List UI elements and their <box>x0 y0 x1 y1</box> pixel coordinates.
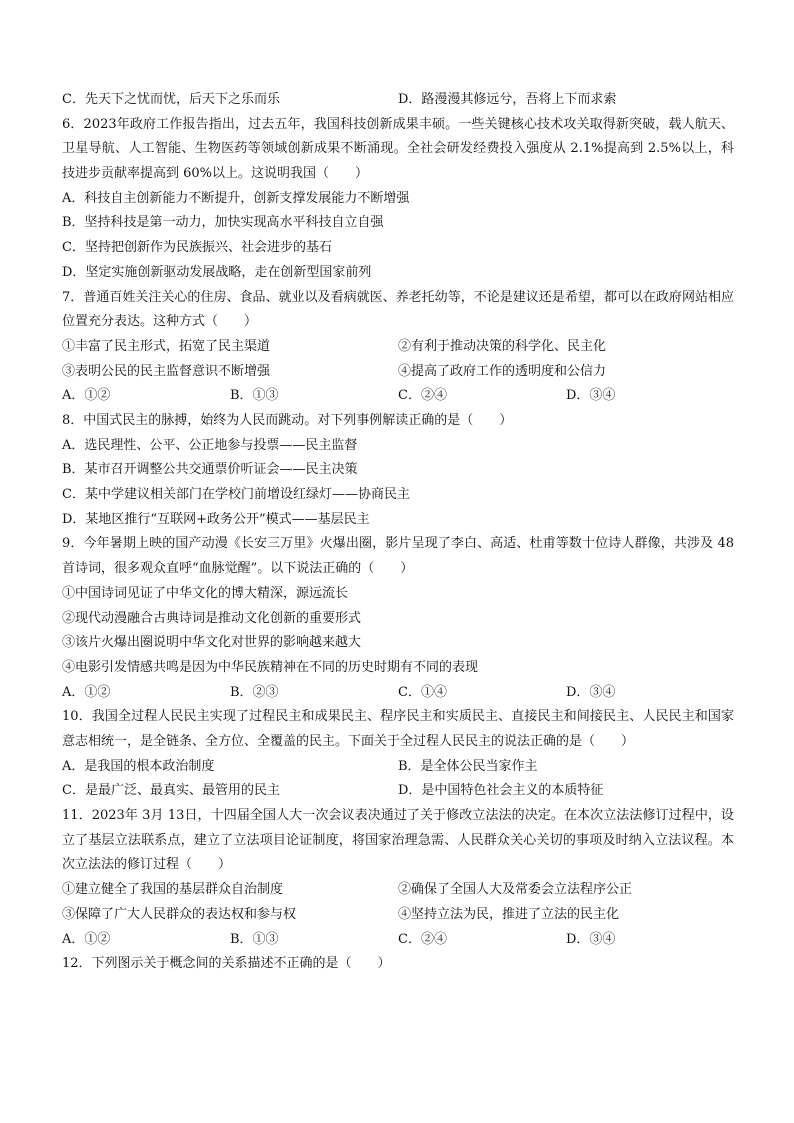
q7-statements-row2 <box>62 360 734 385</box>
q11-statements-row2 <box>62 903 734 928</box>
q11-choice-a: A．①② <box>62 931 111 947</box>
q9-statement-1: ①中国诗词见证了中华文化的博大精深，源远流长 <box>62 585 349 601</box>
q7-choice-d: D．③④ <box>566 388 616 404</box>
q10-option-d: D．是中国特色社会主义的本质特征 <box>398 783 604 799</box>
q7-choice-a: A．①② <box>62 388 111 404</box>
q7-choice-c: C．②④ <box>398 388 447 404</box>
option-d: D．路漫漫其修远兮，吾将上下而求索 <box>398 92 617 107</box>
q11-choices <box>62 928 734 953</box>
q10-option-a: A．是我国的根本政治制度 <box>62 758 215 774</box>
q5-options-cd <box>62 88 734 113</box>
q11-statement-4: ④坚持立法为民，推进了立法的民主化 <box>398 906 620 922</box>
q6-option-d: D．坚定实施创新驱动发展战略，走在创新型国家前列 <box>62 264 372 280</box>
q10-options-row2 <box>62 779 734 804</box>
q8-stem: 8．中国式民主的脉搏，始终为人民而跳动。对下列事例解读正确的是（ ） <box>62 413 513 429</box>
q11-statement-1: ①建立健全了我国的基层群众自治制度 <box>62 882 284 898</box>
q10-option-b: B．是全体公民当家作主 <box>398 758 538 774</box>
q7-statement-3: ③表明公民的民主监督意识不断增强 <box>62 363 271 379</box>
q11-stem: 11．2023年 3月 13日，十四届全国人大一次会议表决通过了关于修改立法法的决定。在本次立法法修订过程中，设立了基层立法联系点，建立了立法项目论证制度，将国家治理急需、人民群众关心关切的事项及时纳入立法议程。本次立法法的修订过程（ ） <box>62 808 734 873</box>
q7-choice-b: B．①③ <box>230 388 279 404</box>
q6-option-c: C．坚持把创新作为民族振兴、社会进步的基石 <box>62 240 332 256</box>
q6-stem: 6．2023年政府工作报告指出，过去五年，我国科技创新成果丰硕。一些关键核心技术攻关取得新突破，载人航天、卫星导航、人工智能、生物医药等领域创新成果不断涌现。全社会研发经费投入强度从 2.1%提高到 2.5%以上，科技进步贡献率提高到 60%以上。这说明我国（ ） <box>62 116 734 182</box>
q7-statements-row1 <box>62 335 734 360</box>
q7-choices <box>62 384 734 409</box>
q9-choice-a: A．①② <box>62 684 111 700</box>
q10-option-c: C．是最广泛、最真实、最管用的民主 <box>62 783 280 799</box>
q9-stem: 9．今年暑期上映的国产动漫《长安三万里》火爆出圈，影片呈现了李白、高适、杜甫等数十位诗人群像，共涉及 48首诗词，很多观众直呼“血脉觉醒”。以下说法正确的（ ） <box>62 536 734 577</box>
q8-option-d: D．某地区推行“互联网+政务公开”模式——基层民主 <box>62 511 370 527</box>
q6-option-b: B．坚持科技是第一动力，加快实现高水平科技自立自强 <box>62 215 384 231</box>
q8-option-c: C．某中学建议相关部门在学校门前增设红绿灯——协商民主 <box>62 487 410 503</box>
q8-option-b: B．某市召开调整公共交通票价听证会——民主决策 <box>62 462 358 478</box>
q11-choice-d: D．③④ <box>566 931 616 947</box>
q10-stem: 10．我国全过程人民民主实现了过程民主和成果民主、程序民主和实质民主、直接民主和间接民主、人民民主和国家意志相统一，是全链条、全方位、全覆盖的民主。下面关于全过程人民民主的说法正确的是（ ） <box>62 709 734 749</box>
q6-option-a: A．科技自主创新能力不断提升，创新支撑发展能力不断增强 <box>62 190 410 206</box>
q7-stem: 7．普通百姓关注关心的住房、食品、就业以及看病就医、养老托幼等，不论是建议还是希望，都可以在政府网站相应位置充分表达。这种方式（ ） <box>62 289 734 330</box>
q9-choices <box>62 681 734 706</box>
option-c: C．先天下之忧而忧，后天下之乐而乐 <box>62 92 280 107</box>
q7-statement-4: ④提高了政府工作的透明度和公信力 <box>398 363 607 379</box>
q8-option-a: A．选民理性、公平、公正地参与投票——民主监督 <box>62 437 358 453</box>
q9-statement-3: ③该片火爆出圈说明中华文化对世界的影响越来越大 <box>62 635 362 651</box>
q11-statements-row1 <box>62 878 734 903</box>
q11-statement-3: ③保障了广大人民群众的表达权和参与权 <box>62 906 297 922</box>
q7-statement-1: ①丰富了民主形式，拓宽了民主渠道 <box>62 338 271 354</box>
q12-stem: 12．下列图示关于概念间的关系描述不正确的是（ ） <box>62 956 391 972</box>
q9-choice-b: B．②③ <box>230 684 279 700</box>
q9-statement-2: ②现代动漫融合古典诗词是推动文化创新的重要形式 <box>62 610 362 626</box>
q9-choice-c: C．①④ <box>398 684 447 700</box>
q11-choice-b: B．①③ <box>230 931 279 947</box>
page-content <box>62 88 734 977</box>
q9-statement-4: ④电影引发情感共鸣是因为中华民族精神在不同的历史时期有不同的表现 <box>62 659 479 675</box>
q11-statement-2: ②确保了全国人大及常委会立法程序公正 <box>398 882 633 898</box>
q7-statement-2: ②有利于推动决策的科学化、民主化 <box>398 338 607 354</box>
q10-options-row1 <box>62 755 734 780</box>
q9-choice-d: D．③④ <box>566 684 616 700</box>
q11-choice-c: C．②④ <box>398 931 447 947</box>
